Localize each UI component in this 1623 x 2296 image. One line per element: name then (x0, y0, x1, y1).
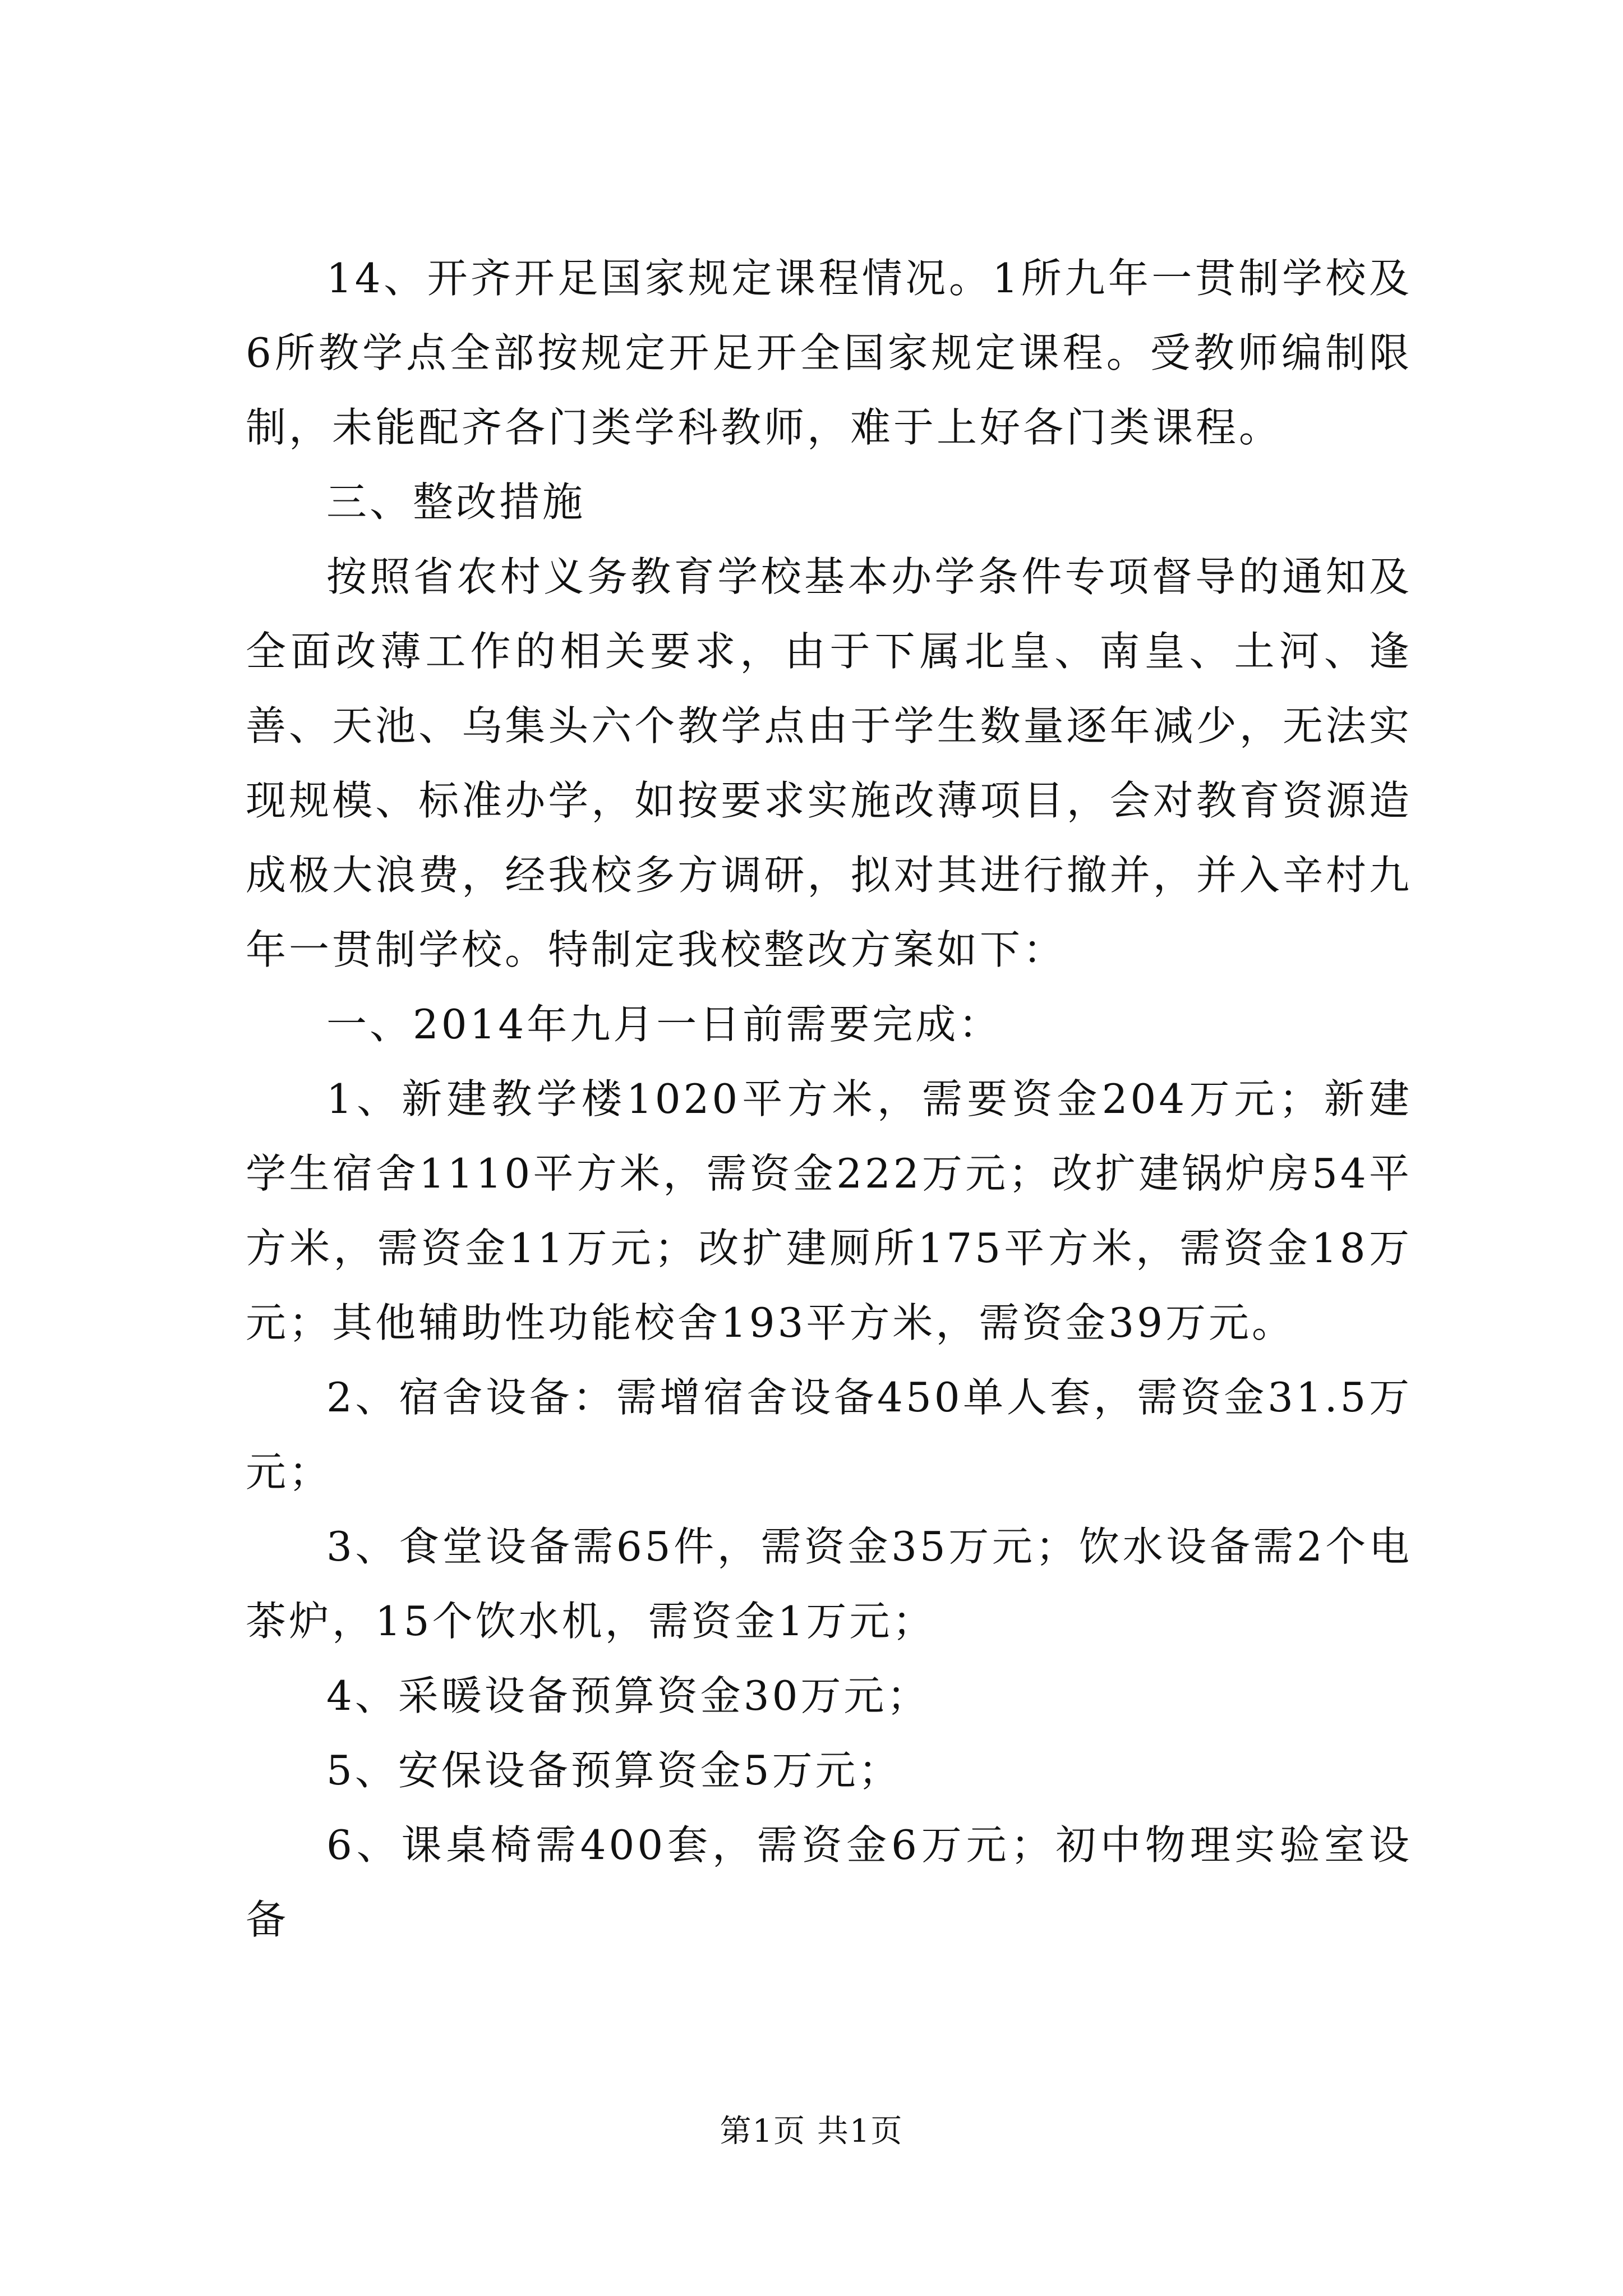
document-body (246, 241, 1412, 1957)
page-number-footer: 第1页 共1页 (720, 2113, 903, 2150)
list-item-heating-equipment: 4、采暖设备预算资金30万元； (326, 1672, 930, 1719)
list-item-canteen-water-equipment: 3、食堂设备需65件，需资金35万元；饮水设备需2个电茶炉，15个饮水机，需资金1万元； (246, 1523, 1412, 1645)
paragraph-course-status: 14、开齐开足国家规定课程情况。1所九年一贯制学校及6所教学点全部按规定开足开全国家规定课程。受教师编制限制，未能配齐各门类学科教师，难于上好各门类课程。 (246, 255, 1412, 451)
list-item-desks-lab-equipment: 6、课桌椅需400套，需资金6万元；初中物理实验室设备 (246, 1821, 1412, 1943)
section-heading-rectification: 三、整改措施 (326, 478, 586, 526)
list-item-security-equipment: 5、安保设备预算资金5万元； (326, 1747, 902, 1794)
list-item-buildings: 1、新建教学楼1020平方米，需要资金204万元；新建学生宿舍1110平方米，需资金222万元；改扩建锅炉房54平方米，需资金11万元；改扩建厕所175平方米，需资金18万元；其他辅助性功能校舍193平方米，需资金39万元。 (246, 1075, 1412, 1346)
paragraph-rectification-intro: 按照省农村义务教育学校基本办学条件专项督导的通知及全面改薄工作的相关要求，由于下属北皇、南皇、土河、逢善、天池、乌集头六个教学点由于学生数量逐年减少，无法实现规模、标准办学，如按要求实施改薄项目，会对教育资源造成极大浪费，经我校多方调研，拟对其进行撤并，并入辛村九年一贯制学校。特制定我校整改方案如下： (246, 553, 1412, 973)
subheading-deadline: 一、2014年九月一日前需要完成： (326, 1001, 1002, 1048)
list-item-dormitory-equipment: 2、宿舍设备：需增宿舍设备450单人套，需资金31.5万元； (246, 1374, 1412, 1496)
